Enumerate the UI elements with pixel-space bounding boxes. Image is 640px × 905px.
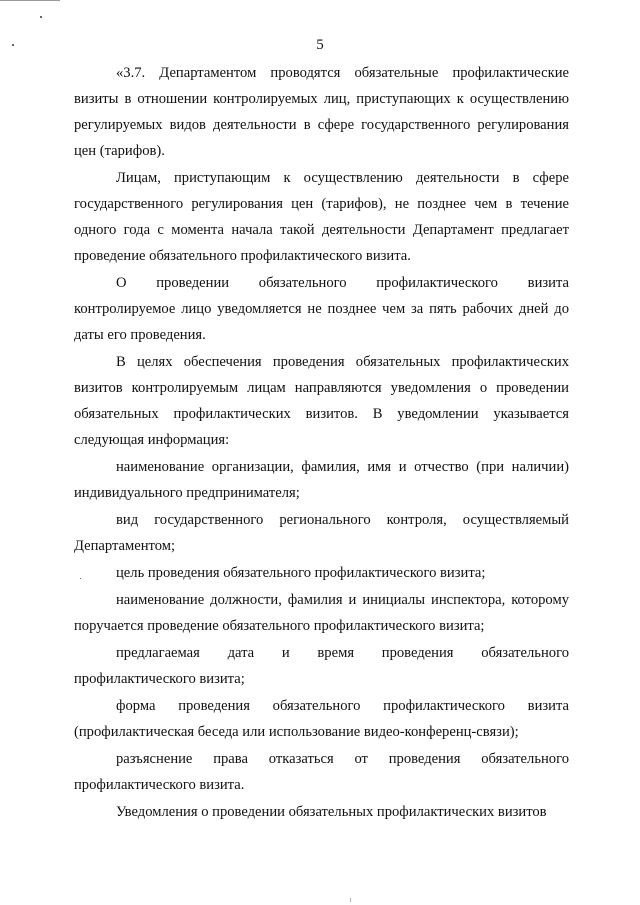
paragraph-offer-visit: Лицам, приступающим к осуществлению деятельности в сфере государственного регулирования цен (тарифов), не позднее чем в течение одного года с момента начала такой деятельности Департамент предлагает проведение обязательного профилактического визита. (74, 170, 569, 264)
paragraph-notification-purpose: В целях обеспечения проведения обязательных профилактических визитов контролируемым лицам направляются уведомления о проведении обязательных профилактических визитов. В уведомлении указывается следующая информация: (74, 354, 569, 448)
list-item-organization-name: наименование организации, фамилия, имя и отчество (при наличии) индивидуального предпринимателя; (74, 459, 569, 501)
list-item-right-to-refuse: разъяснение права отказаться от проведения обязательного профилактического визита. (74, 751, 569, 793)
list-item-visit-purpose: цель проведения обязательного профилактического визита; (116, 565, 486, 581)
paragraph-notifications-continued: Уведомления о проведении обязательных профилактических визитов (116, 804, 547, 820)
list-item-proposed-date: предлагаемая дата и время проведения обязательного профилактического визита; (74, 645, 569, 687)
paragraph-3-7-intro: «3.7. Департаментом проводятся обязательные профилактические визиты в отношении контролируемых лиц, приступающих к осуществлению регулируемых видов деятельности в сфере государственного регулирования цен (тарифов). (74, 65, 569, 159)
scan-speck (350, 898, 351, 902)
scan-edge-line (0, 0, 60, 1)
list-item-visit-form: форма проведения обязательного профилактического визита (профилактическая беседа или использование видео-конференц-связи); (74, 698, 569, 740)
list-item-inspector: наименование должности, фамилия и инициалы инспектора, которому поручается проведение обязательного профилактического визита; (74, 592, 569, 634)
document-body (74, 60, 569, 826)
page-number: 5 (316, 37, 324, 53)
scan-speck (40, 16, 42, 18)
paragraph-notice-deadline: О проведении обязательного профилактического визита контролируемое лицо уведомляется не позднее чем за пять рабочих дней до даты его проведения. (74, 275, 569, 343)
list-item-control-type: вид государственного регионального контроля, осуществляемый Департаментом; (74, 512, 569, 554)
